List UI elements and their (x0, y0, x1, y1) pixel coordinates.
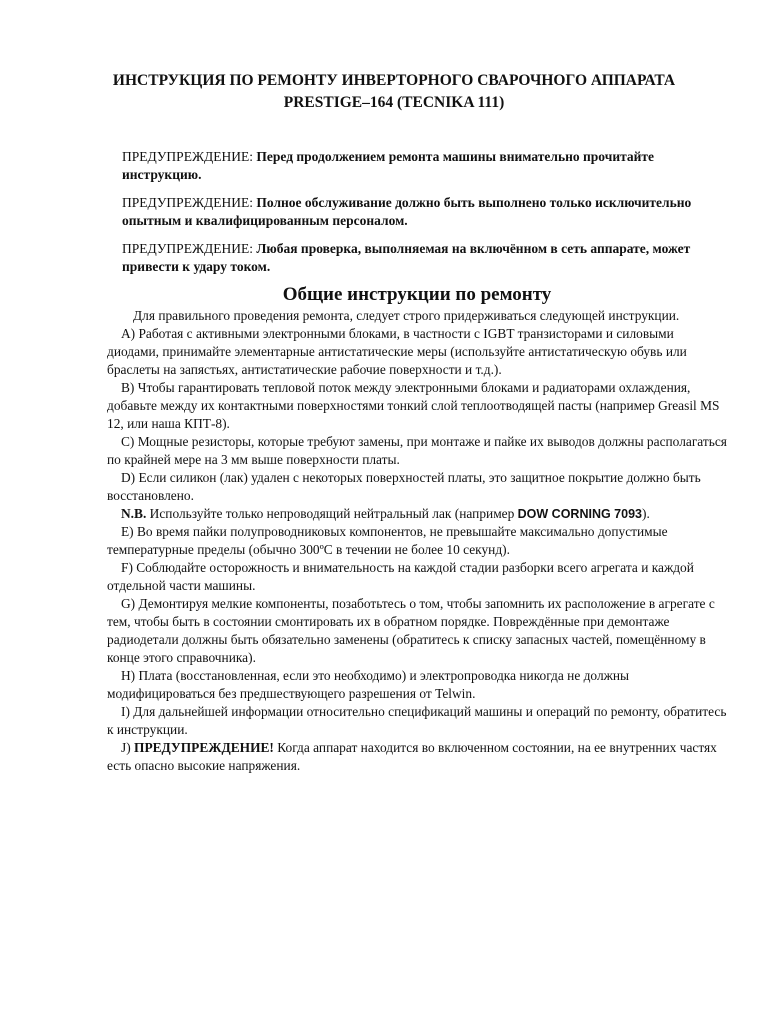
item-j-warning-label: ПРЕДУПРЕЖДЕНИЕ! (134, 740, 274, 755)
warning-1 (122, 148, 712, 184)
instruction-item-e: E) Во время пайки полупроводниковых компонентов, не превышайте максимально допустимые температурные пределы (обычно 300ºC в течении не более 10 секунд). (107, 524, 668, 557)
instruction-item-b: B) Чтобы гарантировать тепловой поток между электронными блоками и радиаторами охлаждения, добавьте между их контактными поверхностями тонкий слой теплоотводящей пасты (например Greasil MS 12, или наша КПТ-8). (107, 380, 720, 431)
warning-text: Любая проверка, выполняемая на включённом в сеть аппарате, может привести к удару током. (122, 241, 691, 274)
warning-text: Полное обслуживание должно быть выполнено только исключительно опытным и квалифицированным персоналом. (122, 195, 692, 228)
instruction-item-c: C) Мощные резисторы, которые требуют замены, при монтаже и пайке их выводов должны располагаться по крайней мере на 3 мм выше поверхности платы. (107, 434, 727, 467)
nb-label: N.B. (121, 506, 147, 521)
intro-paragraph: Для правильного проведения ремонта, следует строго придерживаться следующей инструкции. (133, 308, 680, 323)
warning-3 (122, 240, 712, 276)
instruction-item-a: A) Работая с активными электронными блоками, в частности с IGBT транзисторами и силовыми диодами, принимайте элементарные антистатические меры (используйте антистатическую обувь или браслеты на запястьях, антистатические рабочие поверхности и т.д.). (107, 326, 687, 377)
nb-note (107, 505, 727, 523)
title-line-1: ИНСТРУКЦИЯ ПО РЕМОНТУ ИНВЕРТОРНОГО СВАРОЧНОГО АППАРАТА (112, 72, 676, 89)
warning-text: Перед продолжением ремонта машины внимательно прочитайте инструкцию. (122, 149, 655, 182)
section-title: Общие инструкции по ремонту (282, 284, 552, 305)
instruction-item-i: I) Для дальнейшей информации относительно спецификаций машины и операций по ремонту, обратитесь к инструкции. (107, 704, 727, 737)
instruction-item-d: D) Если силикон (лак) удален с некоторых поверхностей платы, это защитное покрытие должно быть восстановлено. (107, 470, 701, 503)
instruction-item-h: H) Плата (восстановленная, если это необходимо) и электропроводка никогда не должны модифицироваться без предшествующего разрешения от Telwin. (107, 668, 630, 701)
nb-end: ). (642, 506, 650, 521)
title-line-2: PRESTIGE–164 (TECNIKA 111) (283, 94, 505, 111)
nb-text: Используйте только непроводящий нейтральный лак (например (146, 506, 518, 521)
instruction-item-j (107, 739, 727, 775)
document-title (60, 70, 728, 114)
warning-2 (122, 194, 712, 230)
instruction-item-g: G) Демонтируя мелкие компоненты, позаботьтесь о том, чтобы запомнить их расположение в агрегате с тем, чтобы быть в состоянии смонтировать их в обратном порядке. Повреждённые при демонтаже радиодетали должны быть обязательно заменены (обратитесь к списку запасных частей, помещённому в конце этого справочника). (107, 596, 715, 665)
warning-label: ПРЕДУПРЕЖДЕНИЕ: (122, 195, 253, 210)
nb-product: DOW CORNING 7093 (517, 507, 642, 521)
instructions-body (107, 307, 727, 775)
warnings-block (122, 148, 712, 286)
item-j-prefix: J) (121, 740, 135, 755)
item-j-text: Когда аппарат находится во включенном состоянии, на ее внутренних частях есть опасно высокие напряжения. (107, 740, 717, 773)
warning-label: ПРЕДУПРЕЖДЕНИЕ: (122, 241, 253, 256)
instruction-item-f: F) Соблюдайте осторожность и внимательность на каждой стадии разборки всего агрегата и каждой отдельной части машины. (107, 560, 694, 593)
warning-label: ПРЕДУПРЕЖДЕНИЕ: (122, 149, 253, 164)
